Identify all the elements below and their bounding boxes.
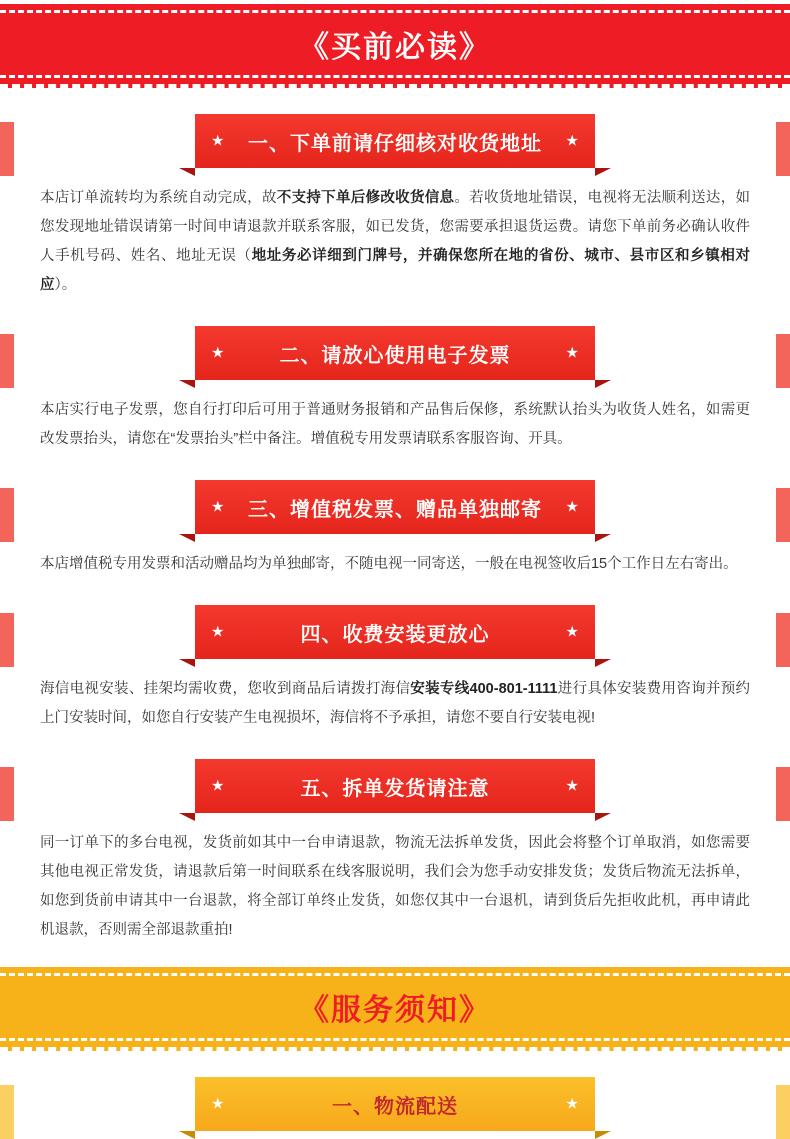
- dashed-divider-top: [0, 10, 790, 13]
- star-icon: ★: [211, 344, 225, 362]
- ribbon-tail-right: [776, 122, 790, 176]
- ribbon-body: [195, 114, 595, 168]
- ribbon-body: [195, 326, 595, 380]
- ribbon-banner-5: [0, 759, 790, 813]
- body-text: 本店订单流转均为系统自动完成，故: [40, 190, 277, 206]
- ribbon-body: [195, 480, 595, 534]
- star-icon: ★: [565, 623, 579, 641]
- ribbon-tail-left: [0, 767, 14, 821]
- section-header-buy-notice: [0, 0, 790, 88]
- ribbon-fold-left: [179, 1131, 195, 1139]
- body-text: 海信电视安装、挂架均需收费，您收到商品后请拨打海信: [40, 681, 411, 697]
- ribbon-label: 一、下单前请仔细核对收货地址: [248, 132, 542, 155]
- ribbon-fold-left: [179, 659, 195, 667]
- section-title: 《买前必读》: [299, 31, 491, 64]
- body-text: 同一订单下的多台电视，发货前如其中一台申请退款，物流无法拆单发货，因此会将整个订单取消，如您需要其他电视正常发货，请退款后第一时间联系在线客服说明，我们会为您手动安排发货；发货后物流无法拆单，如您到货前申请其中一台退款，将全部订单终止发货，如您仅其中一台退机，请到货后先拒收此机，再申请此机退款，否则需全部退款重拍!: [40, 835, 750, 938]
- ribbon-tail-right: [776, 767, 790, 821]
- ribbon-fold-right: [595, 534, 611, 542]
- dashed-divider-bottom: [0, 75, 790, 78]
- emphasis-text: 不支持下单后修改收货信息: [276, 190, 455, 206]
- emphasis-text: 安装专线400-801-1111: [410, 681, 558, 697]
- body-text: 本店实行电子发票，您自行打印后可用于普通财务报销和产品售后保修，系统默认抬头为收货人姓名，如需更改发票抬头，请您在“发票抬头”栏中备注。增值税专用发票请联系客服咨询、开具。: [40, 402, 750, 447]
- ribbon-label: 四、收费安装更放心: [300, 623, 490, 646]
- star-icon: ★: [565, 777, 579, 795]
- ribbon-body: [195, 759, 595, 813]
- star-icon: ★: [211, 498, 225, 516]
- ribbon-tail-right: [776, 334, 790, 388]
- ribbon-banner-6: [0, 1077, 790, 1131]
- ribbon-tail-right: [776, 488, 790, 542]
- star-icon: ★: [211, 132, 225, 150]
- body-text: ）。: [54, 277, 77, 293]
- star-icon: ★: [565, 132, 579, 150]
- ribbon-body: [195, 1077, 595, 1131]
- emphasis-text: 地址务必详细到门牌号，并确保您所在地的省份、城市、县市区和乡镇相对应: [40, 248, 751, 293]
- paragraph-2: [0, 388, 790, 454]
- dashed-divider-top: [0, 973, 790, 976]
- paragraph-1: [0, 176, 790, 300]
- ribbon-tail-right: [776, 1085, 790, 1139]
- section-header-service-notice: [0, 963, 790, 1051]
- ribbon-fold-right: [595, 380, 611, 388]
- ribbon-tail-left: [0, 613, 14, 667]
- ribbon-fold-left: [179, 380, 195, 388]
- star-icon: ★: [211, 1095, 225, 1113]
- ribbon-fold-left: [179, 168, 195, 176]
- ribbon-label: 一、物流配送: [332, 1095, 458, 1118]
- ribbon-label: 五、拆单发货请注意: [300, 777, 490, 800]
- ribbon-fold-right: [595, 659, 611, 667]
- body-text: 。若收货地址错误，电视将无法顺利送达，如您发现地址错误请第一时间申请退款并联系客服，如已发货，您需要承担退货运费。请您下单前务必确认收件人手机号码、姓名、地址无误（: [40, 190, 751, 264]
- ribbon-body: [195, 605, 595, 659]
- ribbon-tail-left: [0, 334, 14, 388]
- body-text: 本店增值税专用发票和活动赠品均为单独邮寄，不随电视一同寄送，一般在电视签收后15个工作日左右寄出。: [40, 556, 738, 572]
- paragraph-4: [0, 667, 790, 733]
- ribbon-fold-left: [179, 534, 195, 542]
- ribbon-banner-1: [0, 114, 790, 168]
- star-icon: ★: [211, 623, 225, 641]
- ribbon-tail-right: [776, 613, 790, 667]
- ribbon-tail-left: [0, 1085, 14, 1139]
- ribbon-label: 三、增值税发票、赠品单独邮寄: [248, 498, 542, 521]
- star-icon: ★: [211, 777, 225, 795]
- ribbon-fold-right: [595, 813, 611, 821]
- ribbon-banner-2: [0, 326, 790, 380]
- star-icon: ★: [565, 1095, 579, 1113]
- body-text: 进行具体安装费用咨询并预约上门安装时间，如您自行安装产生电视损坏，海信将不予承担，请您不要自行安装电视!: [40, 681, 751, 726]
- section-title: 《服务须知》: [299, 994, 491, 1027]
- ribbon-banner-4: [0, 605, 790, 659]
- star-icon: ★: [565, 344, 579, 362]
- star-icon: ★: [565, 498, 579, 516]
- ribbon-label: 二、请放心使用电子发票: [279, 344, 511, 367]
- ribbon-fold-right: [595, 1131, 611, 1139]
- ribbon-banner-3: [0, 480, 790, 534]
- paragraph-5: [0, 821, 790, 945]
- ribbon-fold-left: [179, 813, 195, 821]
- ribbon-fold-right: [595, 168, 611, 176]
- ribbon-tail-left: [0, 122, 14, 176]
- ribbon-tail-left: [0, 488, 14, 542]
- dashed-divider-bottom: [0, 1038, 790, 1041]
- paragraph-3: [0, 542, 790, 579]
